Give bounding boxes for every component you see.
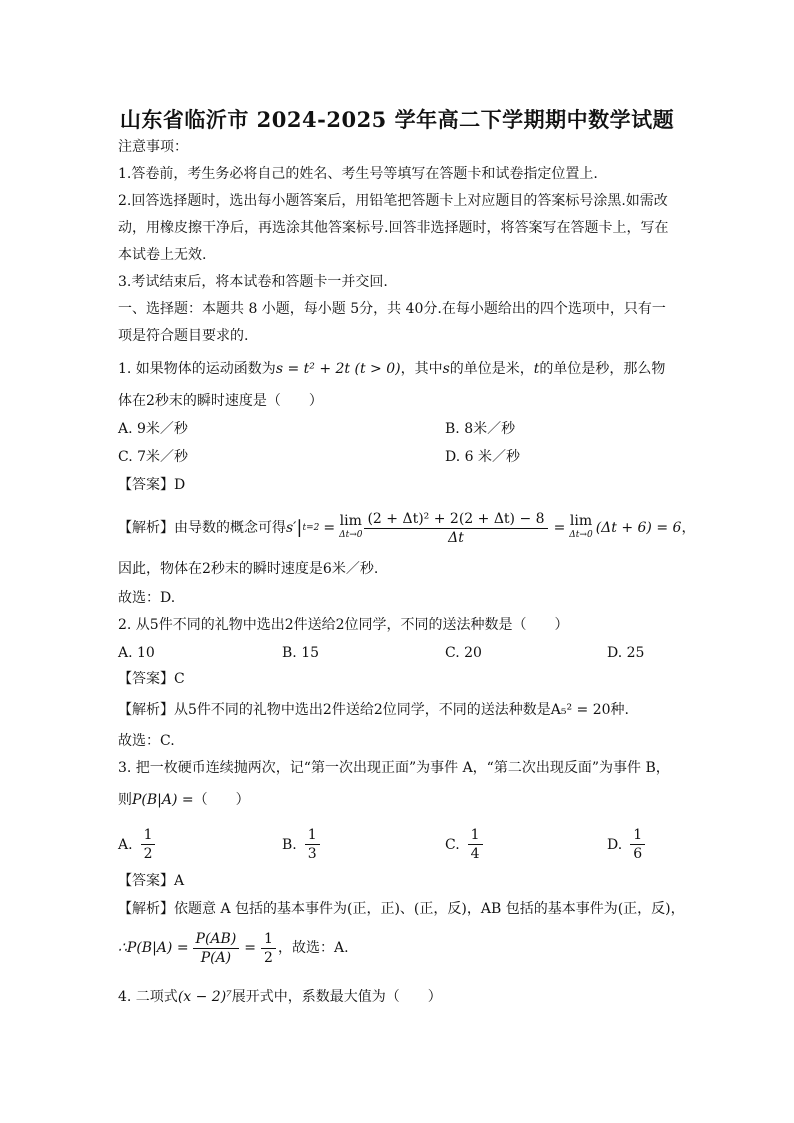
q3-option-a-label: A. xyxy=(118,836,133,853)
q1-derivative-fraction xyxy=(364,510,547,547)
q1-analysis-tail: ， xyxy=(681,520,696,536)
q1-option-a: A. 9米／秒 xyxy=(118,421,188,437)
q1-option-d: D. 6 米／秒 xyxy=(445,449,520,465)
note-item-2-line3: 本试卷上无效. xyxy=(118,247,207,263)
q3-option-c xyxy=(445,826,485,863)
q3-line2-suffix: （ ） xyxy=(193,792,250,808)
q2-option-c: C. 20 xyxy=(445,645,482,661)
q2-analysis-formula: A₅² = 20 xyxy=(550,702,611,718)
q1-formula: s = t² + 2t (t > 0) xyxy=(275,361,401,377)
q2-option-a: A. 10 xyxy=(118,645,155,661)
q3-option-b-fraction xyxy=(305,826,320,863)
notes-heading: 注意事项： xyxy=(118,139,188,155)
q1-prefix: 1. 如果物体的运动函数为 xyxy=(118,361,276,377)
q3-frac1-num: P(AB) xyxy=(193,930,240,949)
q1-unit-s: 的单位是米， xyxy=(449,361,534,377)
q1-option-c: C. 7米／秒 xyxy=(118,449,189,465)
q3-option-c-den: 4 xyxy=(470,846,480,862)
q1-lim-label-2: lim xyxy=(569,513,593,529)
q3-option-d-num: 1 xyxy=(630,826,645,845)
q1-lim-label: lim xyxy=(339,513,362,529)
q1-unit-t: 的单位是秒，那么物 xyxy=(539,361,666,377)
section-heading-line1: 一、选择题：本题共 8 小题，每小题 5分，共 40分.在每小题给出的四个选项中，只有一 xyxy=(118,301,666,317)
q1-var-s: s xyxy=(442,361,450,377)
q3-answer: 【答案】A xyxy=(118,873,185,889)
q3-option-a xyxy=(118,826,157,863)
q3-equals: = xyxy=(244,940,257,956)
q1-answer: 【答案】D xyxy=(118,477,186,493)
q1-analysis-prefix: 【解析】由导数的概念可得 xyxy=(118,520,286,536)
q2-stem: 2. 从5件不同的礼物中选出2件送给2位同学，不同的送法种数是（ ） xyxy=(118,617,569,633)
q1-fraction-denominator: Δt xyxy=(448,529,464,546)
q3-analysis-fraction-1 xyxy=(193,930,240,967)
q3-option-b-label: B. xyxy=(282,836,297,853)
q3-line2-formula: P(B|A) = xyxy=(132,792,194,808)
q2-option-b: B. 15 xyxy=(282,645,320,661)
q3-option-b-num: 1 xyxy=(305,826,320,845)
q2-choose: 故选：C. xyxy=(118,733,175,749)
q3-option-c-label: C. xyxy=(445,836,460,853)
q1-lim-1 xyxy=(339,514,362,542)
q3-stem-line2 xyxy=(118,791,678,809)
q3-option-b-den: 3 xyxy=(307,846,317,862)
q3-stem: 3. 把一枚硬币连续抛两次，记“第一次出现正面”为事件 A，“第二次出现反面”为事件 B， xyxy=(118,760,670,776)
q3-analysis-fraction-2 xyxy=(261,930,276,967)
q2-answer: 【答案】C xyxy=(118,671,185,687)
q4-stem-formula: (x − 2)⁷ xyxy=(177,989,232,1005)
q1-stem-line2: 体在2秒末的瞬时速度是（ ） xyxy=(118,393,323,409)
q1-analysis-rhs: (Δt + 6) = 6 xyxy=(595,520,682,536)
q3-analysis-lhs: ∴P(B|A) = xyxy=(118,940,189,956)
q3-option-a-fraction xyxy=(141,826,156,863)
q1-choose: 故选：D. xyxy=(118,590,176,606)
q3-option-a-den: 2 xyxy=(143,846,153,862)
q1-analysis-cond: t=2 xyxy=(302,523,320,533)
q3-frac1-den: P(A) xyxy=(200,949,232,966)
q3-frac2-num: 1 xyxy=(261,930,276,949)
q4-stem xyxy=(118,988,678,1006)
q3-option-d-label: D. xyxy=(607,836,623,853)
q3-option-d xyxy=(607,826,647,863)
q4-stem-prefix: 4. 二项式 xyxy=(118,989,178,1005)
q1-stem-line1 xyxy=(118,360,678,378)
q3-analysis-line1: 【解析】依题意 A 包括的基本事件为(正，正)、(正，反)，AB 包括的基本事件为(正，反)， xyxy=(118,901,685,917)
q1-analysis-lhs: s′ xyxy=(286,520,297,536)
q3-frac2-den: 2 xyxy=(264,949,273,966)
q1-var-t: t xyxy=(533,361,540,377)
q2-option-d: D. 25 xyxy=(607,645,645,661)
q3-option-a-num: 1 xyxy=(141,826,156,845)
q2-analysis-prefix: 【解析】从5件不同的礼物中选出2件送给2位同学，不同的送法种数是 xyxy=(118,702,551,718)
q1-lim-2 xyxy=(569,514,592,542)
q1-fraction-numerator: (2 + Δt)² + 2(2 + Δt) − 8 xyxy=(364,510,547,529)
q1-lim-under-2: Δt→0 xyxy=(569,530,593,540)
q3-option-c-fraction xyxy=(468,826,483,863)
q1-conclusion: 因此，物体在2秒末的瞬时速度是6米／秒. xyxy=(118,561,379,577)
q3-analysis-line2 xyxy=(118,928,678,968)
page-title: 山东省临沂市 2024-2025 学年高二下学期期中数学试题 xyxy=(119,107,675,132)
section-heading-line2: 项是符合题目要求的. xyxy=(118,328,249,344)
q3-option-d-den: 6 xyxy=(633,846,643,862)
q4-stem-suffix: 展开式中，系数最大值为（ ） xyxy=(231,989,442,1005)
note-item-2-line1: 2.回答选择题时，选出每小题答案后，用铅笔把答题卡上对应题目的答案标号涂黑.如需改 xyxy=(118,193,668,209)
note-item-3: 3.考试结束后，将本试卷和答题卡一并交回. xyxy=(118,274,388,290)
note-item-2-line2: 动，用橡皮擦干净后，再选涂其他答案标号.回答非选择题时，将答案写在答题卡上，写在 xyxy=(118,220,669,236)
q2-analysis-suffix: 种. xyxy=(610,702,629,718)
q1-lim-under: Δt→0 xyxy=(339,530,363,540)
q1-middle: ，其中 xyxy=(400,361,443,377)
q2-analysis xyxy=(118,701,678,719)
q1-option-b: B. 8米／秒 xyxy=(445,421,516,437)
q3-line2-prefix: 则 xyxy=(118,792,132,808)
q3-option-d-fraction xyxy=(630,826,645,863)
q3-analysis-tail: ，故选：A. xyxy=(277,940,349,956)
q3-option-b xyxy=(282,826,322,863)
q3-option-c-num: 1 xyxy=(468,826,483,845)
note-item-1: 1.答卷前，考生务必将自己的姓名、考生号等填写在答题卡和试卷指定位置上. xyxy=(118,166,598,182)
q1-analysis: 【解析】由导数的概念可得 s′ | t=2 = lim Δt→0 $\frac{\text{(2 + Δt)² + 2(2 + Δt) − 8}}{\Delta t}$ = lim Δt→0 (Δt + 6) = 6 ， xyxy=(118,510,696,546)
